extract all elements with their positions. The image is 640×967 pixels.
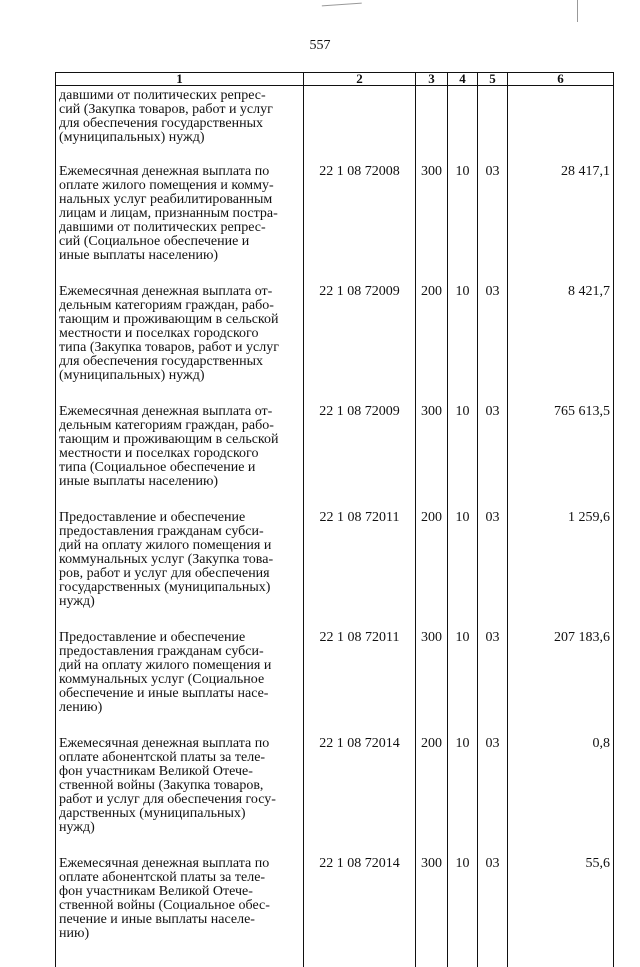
row-code-cell: 22 1 08 72009 [304,397,416,503]
header-col-3: 3 [416,73,448,86]
table-row [56,157,614,277]
header-col-1: 1 [56,73,304,86]
table-body [56,86,614,967]
row-type-cell [416,86,448,158]
row-section-cell: 10 [448,397,478,503]
table-row [56,86,614,158]
budget-table [55,72,614,967]
scan-artifact-tick [577,0,578,22]
header-col-2: 2 [304,73,416,86]
table-row [56,849,614,967]
table-row [56,623,614,729]
row-subsection-cell [478,86,508,158]
row-subsection-cell: 03 [478,729,508,849]
row-type-cell: 300 [416,849,448,967]
row-section-cell: 10 [448,503,478,623]
header-col-6: 6 [508,73,614,86]
row-name-cell: Предоставление и обеспечение предоставления гражданам субси- дий на оплату жилого помещения и коммунальных услуг (Социальное обеспечение и иные выплаты насе- лению) [56,623,304,729]
table-row [56,729,614,849]
row-name-cell: Ежемесячная денежная выплата по оплате абонентской платы за теле- фон участникам Великой Отече- ственной войны (Закупка товаров, работ и услуг для обеспечения госу- дарственных (муниципальных) нужд) [56,729,304,849]
row-type-cell: 300 [416,157,448,277]
row-type-cell: 200 [416,277,448,397]
row-type-cell: 200 [416,503,448,623]
row-code-cell: 22 1 08 72009 [304,277,416,397]
row-section-cell: 10 [448,729,478,849]
row-code-cell [304,86,416,158]
row-section-cell: 10 [448,849,478,967]
row-section-cell: 10 [448,277,478,397]
row-name-cell: Ежемесячная денежная выплата по оплате жилого помещения и комму- нальных услуг реабилитированным лицам и лицам, признанным постра- давшими от политических репрес- сий (Социальное обеспечение и иные выплаты населению) [56,157,304,277]
row-subsection-cell: 03 [478,277,508,397]
row-amount-cell: 0,8 [508,729,614,849]
row-code-cell: 22 1 08 72011 [304,503,416,623]
page-number: 557 [0,38,640,54]
row-name-cell: Ежемесячная денежная выплата по оплате абонентской платы за теле- фон участникам Великой Отече- ственной войны (Социальное обес- печение и иные выплаты населе- нию) [56,849,304,967]
table-row [56,503,614,623]
header-col-5: 5 [478,73,508,86]
row-subsection-cell: 03 [478,849,508,967]
table-row [56,277,614,397]
row-name-cell: Ежемесячная денежная выплата от- дельным категориям граждан, рабо- тающим и проживающим в сельской местности и поселках городского типа (Социальное обеспечение и иные выплаты населению) [56,397,304,503]
header-row [56,73,614,86]
row-amount-cell: 765 613,5 [508,397,614,503]
row-amount-cell: 55,6 [508,849,614,967]
row-subsection-cell: 03 [478,397,508,503]
row-name-cell: давшими от политических репрес- сий (Закупка товаров, работ и услуг для обеспечения государственных (муниципальных) нужд) [56,86,304,158]
row-amount-cell: 207 183,6 [508,623,614,729]
row-type-cell: 300 [416,623,448,729]
scan-artifact-top [322,3,362,13]
row-name-cell: Ежемесячная денежная выплата от- дельным категориям граждан, рабо- тающим и проживающим в сельской местности и поселках городского типа (Закупка товаров, работ и услуг для обеспечения государственных (муниципальных) нужд) [56,277,304,397]
row-name-cell: Предоставление и обеспечение предоставления гражданам субси- дий на оплату жилого помещения и коммунальных услуг (Закупка това- ров, работ и услуг для обеспечения государственных (муниципальных) нужд) [56,503,304,623]
table-row [56,397,614,503]
row-type-cell: 300 [416,397,448,503]
row-section-cell [448,86,478,158]
row-amount-cell [508,86,614,158]
row-code-cell: 22 1 08 72014 [304,729,416,849]
header-col-4: 4 [448,73,478,86]
row-subsection-cell: 03 [478,623,508,729]
row-amount-cell: 1 259,6 [508,503,614,623]
row-code-cell: 22 1 08 72011 [304,623,416,729]
row-section-cell: 10 [448,157,478,277]
row-type-cell: 200 [416,729,448,849]
row-section-cell: 10 [448,623,478,729]
row-code-cell: 22 1 08 72008 [304,157,416,277]
row-amount-cell: 8 421,7 [508,277,614,397]
row-code-cell: 22 1 08 72014 [304,849,416,967]
row-subsection-cell: 03 [478,503,508,623]
row-amount-cell: 28 417,1 [508,157,614,277]
row-subsection-cell: 03 [478,157,508,277]
